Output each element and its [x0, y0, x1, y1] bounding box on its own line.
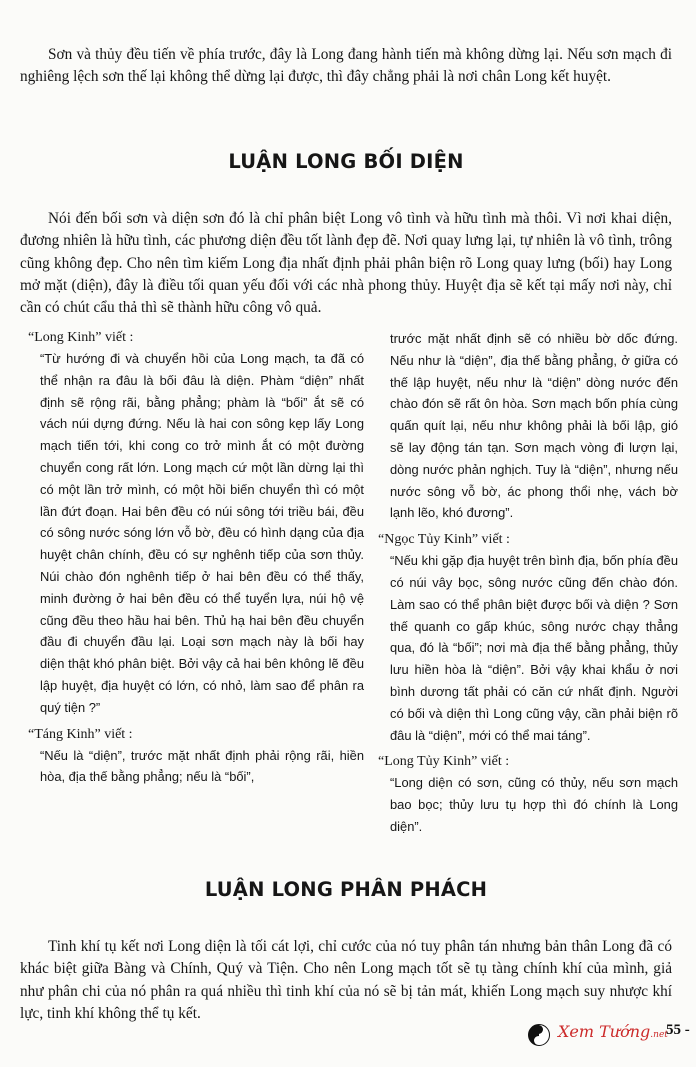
- section-title-long-boi-dien: LUẬN LONG BỐI DIỆN: [228, 150, 464, 173]
- quote-long-tuy-kinh: “Long diện có sơn, cũng có thủy, nếu sơn mạch bao bọc; thủy lưu tụ hợp thì đó chính là Long diện”.: [390, 775, 678, 834]
- page-footer: [528, 1018, 696, 1054]
- yin-yang-icon: [528, 1024, 550, 1046]
- watermark-brand: Xem Tướng.net: [558, 1022, 668, 1041]
- quote-tang-kinh: “Nếu là “diện”, trước mặt nhất định phải rộng rãi, hiền hòa, địa thế bằng phẳng; nếu là “bối”,: [40, 747, 364, 785]
- right-column: [378, 328, 678, 838]
- left-column: [28, 328, 364, 788]
- section1-paragraph: Nói đến bối sơn và diện sơn đó là chỉ phân biệt Long vô tình và hữu tình mà thôi. Vì nơi khai diện, đương nhiên là hữu tình, các phương diện đều tốt lành đẹp đẽ. Nơi quay lưng lại, tự nhiên là vô tình, trông cũng không đẹp. Cho nên tìm kiếm Long địa nhất định phải phân biện rõ Long quay lưng (bối) hay Long mở mặt (diện), đây là điều tối quan yếu đối với các nhà phong thủy. Huyệt địa sẽ kết tại mấy nơi này, chỉ cần có chút cẩu thả thì sẽ thành hữu công vô quả.: [20, 210, 672, 317]
- quote-tang-kinh-continued: trước mặt nhất định sẽ có nhiều bờ dốc đứng. Nếu như là “diện”, địa thế bằng phẳng, ở giữa có thế lập huyệt, nếu như là “diện” dòng nước đến chào đón sẽ rất ôn hòa. Sơn mạch bốn phía cùng quấn quít lại, nếu như không phải là bối lập, gió sẽ lay động tán tạn. Sơn mạch vòng đi lượn lại, dòng nước phản nghịch. Tuy là “diện”, nhưng nếu nước sông vỗ bờ, ác phong thổi nhẹ, vách bờ lạnh lẽo, khó đương”.: [390, 331, 678, 521]
- source-long-kinh: “Long Kinh” viết :: [28, 330, 134, 345]
- quote-long-kinh: “Từ hướng đi và chuyển hồi của Long mạch, ta đã có thể nhận ra đâu là bối đâu là diện. Phàm “diện” nhất định sẽ rộng rãi, bằng phẳng; phàm là “bối” ắt sẽ có vách núi dựng đứng. Nếu là hai con sông kẹp lấy Long mạch tiến tới, khi cong co trở mình ắt có một đường chuyển cong rất lớn. Long mạch cứ một lần dừng lại thì có một lần trở mình, có một hồi biến chuyển thì có một lần đứt đoạn. Hai bên đều có núi sông tới triều bái, đều có sông nước sóng lớn vỗ bờ, đều có hình dạng của địa huyệt chân chính, đều có sự nghênh tiếp của sơn thủy. Núi chào đón nghênh tiếp ở hai bên đều có thể thấy, minh đường ở hai bên đều có thể tuyển lựa, núi hộ vệ cũng đều theo hầu hai bên. Thủ hạ hai bên đều chuyển đầu đi chuyển đầu lại. Loại sơn mạch này là bối hay diện thật khó phân biệt. Bởi vậy cả hai bên không lẽ đều lập huyệt, địa huyệt có lớn, có nhỏ, làm sao để phân ra quý tiện ?”: [40, 351, 364, 715]
- section-title-long-phan-phach: LUẬN LONG PHÂN PHÁCH: [204, 878, 488, 901]
- intro-paragraph: Sơn và thủy đều tiến về phía trước, đây là Long đang hành tiến mà không dừng lại. Nếu sơn mạch đi nghiêng lệch sơn thế lại không thể dừng lại được, thì đây chẳng phải là nơi chân Long kết huyệt.: [20, 46, 672, 86]
- source-tang-kinh: “Táng Kinh” viết :: [28, 726, 133, 742]
- source-ngoc-tuy-kinh: “Ngọc Tủy Kinh” viết :: [378, 532, 510, 548]
- quote-ngoc-tuy-kinh: “Nếu khi gặp địa huyệt trên bình địa, bốn phía đều có núi vây bọc, sông nước cũng đến chào đón. Làm sao có thể phân biệt được bối và diện ? Sơn thế quanh co gấp khúc, sông nước chạy thẳng qua, đó là “bối”; nơi mà địa thế bằng phẳng, thủy lưu hiền hòa là “diện”. Bởi vậy khai khẩu ở nơi bình dương tất phải có căn cứ nhất định. Người có bối và diện thì Long cũng vậy, cần phải biện rõ đâu là “diện”, mới có thể mai táng”.: [390, 553, 678, 743]
- source-long-tuy-kinh: “Long Tủy Kinh” viết :: [378, 754, 510, 770]
- section2-paragraph: Tinh khí tụ kết nơi Long diện là tối cát lợi, chỉ cước của nó tuy phân tán nhưng bản thân Long đã có khác biệt giữa Bàng và Chính, Quý và Tiện. Cho nên Long mạch tốt sẽ tụ tàng chính khí của mình, giả như phân chi của nó phân ra quá nhiều thì tinh khí của nó sẽ bị tản mát, khiến Long mạch suy nhược khí lực, tinh khí không thể tụ kết.: [20, 938, 672, 1022]
- page-number: 55 -: [666, 1022, 690, 1038]
